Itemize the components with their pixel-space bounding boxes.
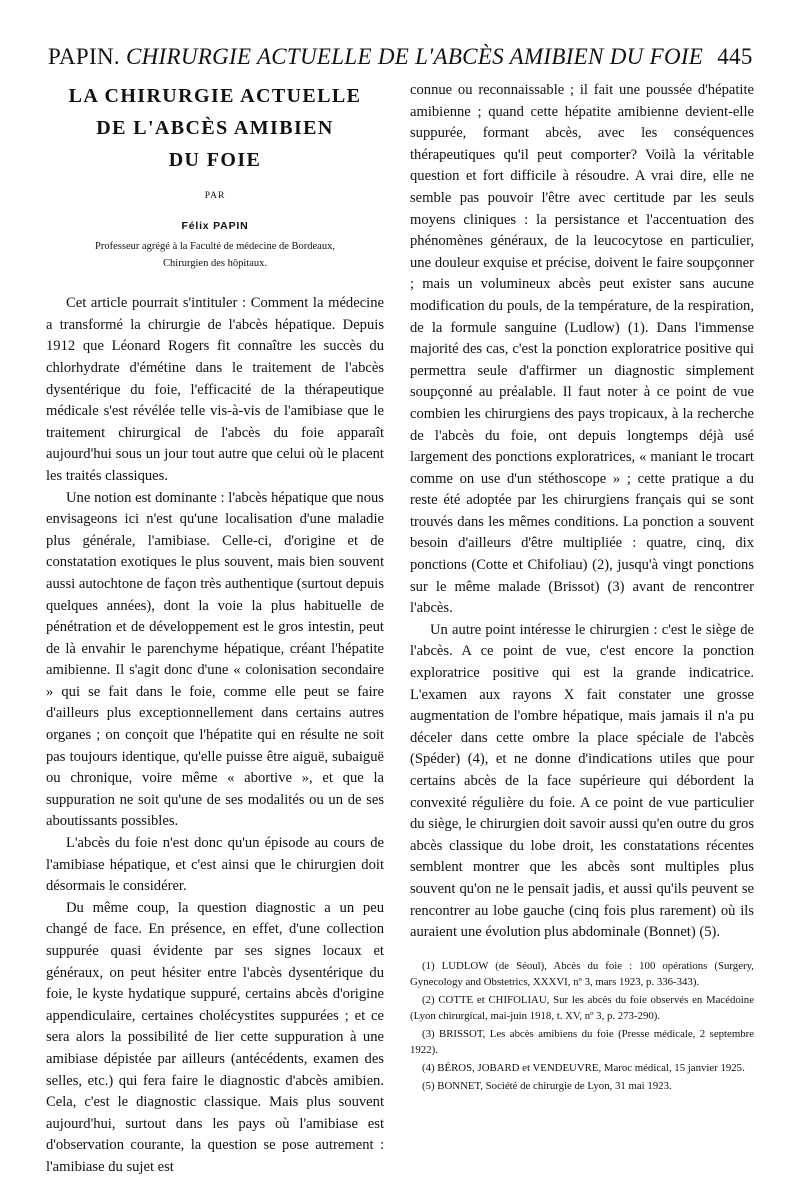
right-column — [410, 80, 754, 1096]
author-affiliation: Chirurgien des hôpitaux. — [163, 258, 267, 270]
running-head — [48, 44, 753, 74]
body-paragraph: L'abcès du foie n'est donc qu'un épisode au cours de l'amibiase hépatique, et c'est ainsi que le chirurgien doit désormais le considérer. — [46, 835, 384, 895]
footnote: (1) LUDLOW (de Séoul), Abcès du foie : 100 opérations (Surgery, Gynecology and Obstetrics, XXXVI, nº 3, mars 1923, p. 336-343). — [410, 959, 754, 988]
footnotes — [410, 958, 754, 1094]
article-header — [46, 80, 384, 271]
body-paragraph: Un autre point intéresse le chirurgien : c'est le siège de l'abcès. A ce point de vue, c'est encore la ponction exploratrice positive qui est la grande indicatrice. L'examen aux rayons X fait constater une grosse augmentation de l'ombre hépatique, mais jamais il n'a pu déceler dans cette ombre la place spéciale de l'abcès (Spéder) (4), et ne donne d'indications utiles que pour certains abcès de la face supérieure qui débordent la convexité régulière du foie. A ce point de vue particulier du siège, le chirurgien doit savoir aussi qu'en outre du gros abcès classique du lobe droit, les constatations récentes semblent montrer que les abcès sont multiples plus souvent qu'on ne le pensait jadis, et aussi qu'ils peuvent se rencontrer au lobe gauche (cinq fois plus rarement) où ils auraient une évolution plus abdominale (Bonnet) (5). — [410, 621, 754, 941]
page-number: 445 — [717, 44, 753, 69]
article-title-line: DU FOIE — [168, 149, 262, 171]
byline-par: PAR — [204, 191, 226, 201]
author-affiliation: Professeur agrégé à la Faculté de médecine de Bordeaux, — [95, 241, 335, 253]
body-paragraph: connue ou reconnaissable ; il fait une poussée d'hépatite amibienne ; quand cette hépatite amibienne devient-elle suppurée, formant abcès, avec les conséquences thérapeutiques qu'il peut comporter? Voilà la véritable question et fort difficile à résoudre. A vrai dire, elle ne semble pas pouvoir l'être avec certitude par les seuls moyens cliniques : la persistance et l'accentuation des phénomènes généraux, de la leucocytose en particulier, une douleur exquise et précise, doivent le faire soupçonner ; mais un volumineux abcès peut exister sans aucune modification du pouls, de la température, de la respiration, de la formule sanguine (Ludlow) (1). Dans l'immense majorité des cas, c'est la ponction exploratrice positive qui permettra seule d'affirmer un diagnostic simplement soupçonné au préalable. Il faut noter à ce point de vue combien les chirurgiens des pays tropicaux, à la recherche de l'abcès du foie, ont depuis longtemps déjà usé largement des ponctions exploratrices, « maniant le trocart comme on use d'un stéthoscope » ; cette pratique a du reste été adoptée par les chirurgiens français qui se sont trouvés dans les mêmes conditions. La ponction a souvent besoin d'ailleurs d'être multipliée : quatre, cinq, dix ponctions (Cotte et Chifoliau) (2), jusqu'à vingt ponctions sur le même malade (Brissot) (3) avant de rencontrer l'abcès. — [410, 82, 754, 617]
body-paragraph: Cet article pourrait s'intituler : Comment la médecine a transformé la chirurgie de l'abcès hépatique. Depuis 1912 que Léonard Rogers fit connaître les succès du chlorhydrate d'émétine dans le traitement de l'abcès dysentérique du foie, l'efficacité de la thérapeutique médicale s'est révélée telle vis-à-vis de l'amibiase que le traitement chirurgical de l'abcès du foie apparaît aujourd'hui sous un jour tout autre que celui où le placent les traités classiques. — [46, 295, 384, 484]
footnote: (5) BONNET, Société de chirurgie de Lyon, 31 mai 1923. — [422, 1079, 672, 1092]
article-author: Félix PAPIN — [181, 219, 249, 232]
footnote: (3) BRISSOT, Les abcès amibiens du foie (Presse médicale, 2 septembre 1922). — [410, 1027, 754, 1056]
running-head-author: PAPIN. — [48, 44, 120, 69]
article-title-line: DE L'ABCÈS AMIBIEN — [96, 117, 334, 139]
footnote: (4) BÉROS, JOBARD et VENDEUVRE, Maroc médical, 15 janvier 1925. — [422, 1061, 745, 1074]
body-paragraph: Une notion est dominante : l'abcès hépatique que nous envisageons ici n'est qu'une localisation d'une maladie plus générale, l'amibiase. Celle-ci, d'origine et de constatation exotiques le plus souvent, mais bien souvent aussi autochtone de façon très authentique (surtout depuis quelques années), dont la voie la plus habituelle de pénétration et de développement est le gros intestin, peut de là envahir le parenchyme hépatique, créant l'hépatite amibienne. Il s'agit donc d'une « colonisation secondaire » qui se fait dans le foie, comme elle peut se faire d'ailleurs plus exceptionnellement dans certains autres organes ; on conçoit que l'hépatite qui en résulte ne soit pas toujours identique, qu'elle puisse être aiguë, subaiguë ou chronique, voire même « abortive », et que la suppuration ne soit qu'une de ses modalités ou un de ses aboutissants possibles. — [46, 489, 384, 830]
running-head-title: CHIRURGIE ACTUELLE DE L'ABCÈS AMIBIEN DU FOIE — [125, 44, 704, 69]
article-title-line: LA CHIRURGIE ACTUELLE — [68, 85, 362, 107]
footnote: (2) COTTE et CHIFOLIAU, Sur les abcès du foie observés en Macédoine (Lyon chirurgical, mai-juin 1918, t. XV, nº 3, p. 273-290). — [410, 993, 754, 1022]
left-column — [46, 80, 384, 1179]
body-paragraph: Du même coup, la question diagnostic a un peu changé de face. En présence, en effet, d'une collection suppurée quasi évidente par ses signes locaux et généraux, on peut hésiter entre l'abcès dysentérique du foie, le kyste hydatique suppuré, certains abcès d'origine appendiculaire, certaines cholécystites suppurées ; et ce sera alors la possibilité de lier cette suppuration à une amibiase dépistée par ailleurs (antécédents, examen des selles, etc.) qui fera faire le diagnostic d'abcès amibien. Cela, c'est le diagnostic classique. Mais plus souvent aujourd'hui, surtout dans les pays où l'amibiase est d'observation courante, la question se pose autrement : l'amibiase du sujet est — [46, 899, 384, 1175]
